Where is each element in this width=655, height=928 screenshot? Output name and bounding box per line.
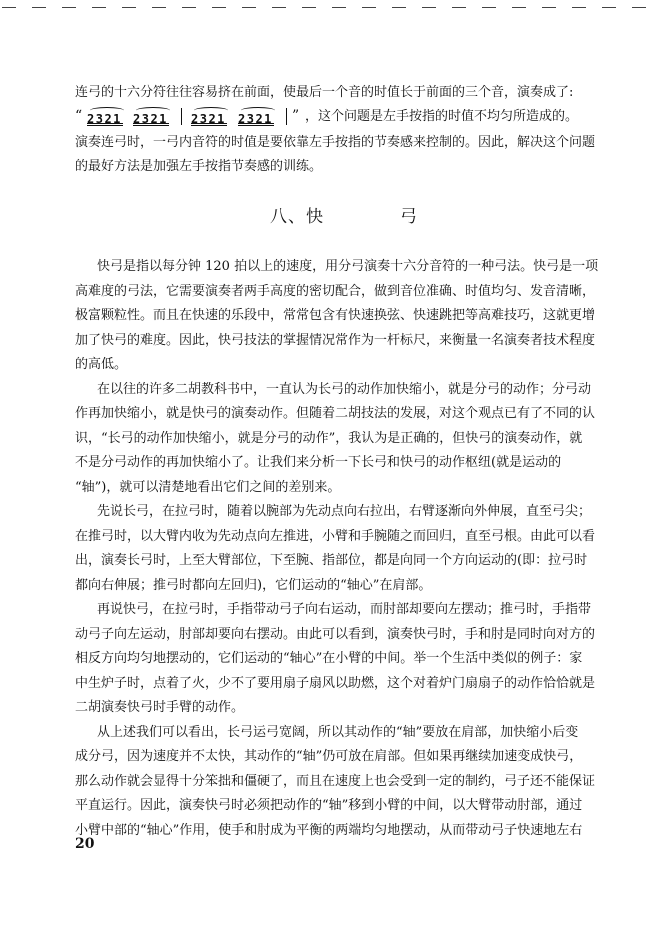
section-heading-part2: 弓 [400,207,418,227]
paragraph-line: 先说长弓，在拉弓时，随着以腕部为先动点向右拉出，右臂逐渐向外伸展，直至弓尖； [97,504,592,519]
intro-line-4: 的最好方法是加强左手按指节奏感的训练。 [75,159,323,174]
underline-mark [87,125,123,126]
paragraph-line: “轴”)，就可以清楚地看出它们之间的差别来。 [75,480,341,495]
paragraph-line: 在推弓时，以大臂内收为先动点向左推进，小臂和手腕随之而回归，直至弓根。由此可以看 [75,529,596,544]
top-dashed-rule [0,0,655,14]
paragraph-line: 的高低。 [75,357,128,372]
intro-line-3: 演奏连弓时，一弓内音符的时值是要依靠左手按指的节奏感来控制的。因此，解决这个问题 [75,135,596,150]
paragraph-line: 不是分弓动作的再加快缩小了。让我们来分析一下长弓和快弓的动作枢纽(就是运动的 [75,455,562,470]
note-group: 2321 [133,112,168,126]
intro-line-2-tail: ，这个问题是左手按指的时值不均匀所造成的。 [305,109,579,124]
paragraph-line: 相反方向均匀地摆动的，它们运动的“轴心”在小臂的中间。举一个生活中类似的例子：家 [75,651,583,666]
paragraph-line: 高难度的弓法，它需要演奏者两手高度的密切配合，做到音位准确、时值均匀、发音清晰， [75,284,596,299]
paragraph-line: 都向右伸展；推弓时都向左回归)，它们运动的“轴心”在肩部。 [75,578,432,593]
page-number: 20 [75,836,95,852]
note-group: 2321 [191,112,226,126]
section-heading [270,202,418,227]
paragraph-line: 在以往的许多二胡教科书中，一直认为长弓的动作加快缩小，就是分弓的动作；分弓动 [97,382,592,397]
paragraph-line: 再说快弓，在拉弓时，手指带动弓子向右运动，而肘部却要向左摆动；推弓时，手指带 [97,602,592,617]
paragraph-line: 加了快弓的难度。因此，快弓技法的掌握情况常作为一杆标尺，来衡量一名演奏者技术程度 [75,333,596,348]
paragraph-line: 平直运行。因此，演奏快弓时必须把动作的“轴”移到小臂的中间，以大臂带动肘部，通过 [75,798,583,813]
paragraph-line: 作再加快缩小，就是快弓的演奏动作。但随着二胡技法的发展，对这个观点已有了不同的认 [75,406,596,421]
section-heading-part1: 八、快 [270,207,324,227]
note-group: 2321 [238,112,273,126]
underline-mark [191,123,227,124]
paragraph-line: 识，“长弓的动作加快缩小，就是分弓的动作”，我认为是正确的，但快弓的演奏动作，就 [75,431,583,446]
paragraph-line: 小臂中部的“轴心”作用，使手和肘成为平衡的两端均匀地摆动，从而带动弓子快速地左右 [75,823,583,838]
paragraph-line: 中生炉子时，点着了火，少不了要用扇子扇风以助燃，这个对着炉门扇扇子的动作恰恰就是 [75,676,596,691]
music-notation [75,104,305,126]
underline-mark [238,125,274,126]
paragraph-line: 二胡演奏快弓时手臂的动作。 [75,700,245,715]
paragraph-line: 快弓是指以每分钟 120 拍以上的速度，用分弓演奏十六分音符的一种弓法。快弓是一项 [97,259,599,274]
notation-open-quote: “ [75,108,83,124]
note-group: 2321 [87,112,122,126]
underline-mark [238,123,274,124]
bar-line [286,108,287,125]
paragraph-line: 动弓子向左运动，肘部却要向右摆动。由此可以看到，演奏快弓时，手和肘是同时向对方的 [75,627,596,642]
paragraph-line: 成分弓，因为速度并不太快，其动作的“轴”仍可放在肩部。但如果再继续加速变成快弓， [75,749,583,764]
underline-mark [133,123,169,124]
intro-line-1: 连弓的十六分符往往容易挤在前面，使最后一个音的时值长于前面的三个音，演奏成了: [75,85,574,100]
underline-mark [87,123,123,124]
underline-mark [191,125,227,126]
paragraph-line: 极富颗粒性。而且在快速的乐段中，常常包含有快速换弦、快速跳把等高难技巧，这就更增 [75,308,596,323]
underline-mark [133,125,169,126]
paragraph-line: 从上述我们可以看出，长弓运弓宽阔，所以其动作的“轴”要放在肩部，加快缩小后变 [97,725,579,740]
paragraph-line: 出，演奏长弓时，上至大臂部位，下至腕、指部位，都是向同一个方向运动的(即：拉弓时 [75,553,588,568]
bar-line [181,108,182,125]
paragraph-line: 那么动作就会显得十分笨拙和僵硬了，而且在速度上也会受到一定的制约，弓子还不能保证 [75,774,596,789]
notation-close-quote: ” [292,108,300,124]
